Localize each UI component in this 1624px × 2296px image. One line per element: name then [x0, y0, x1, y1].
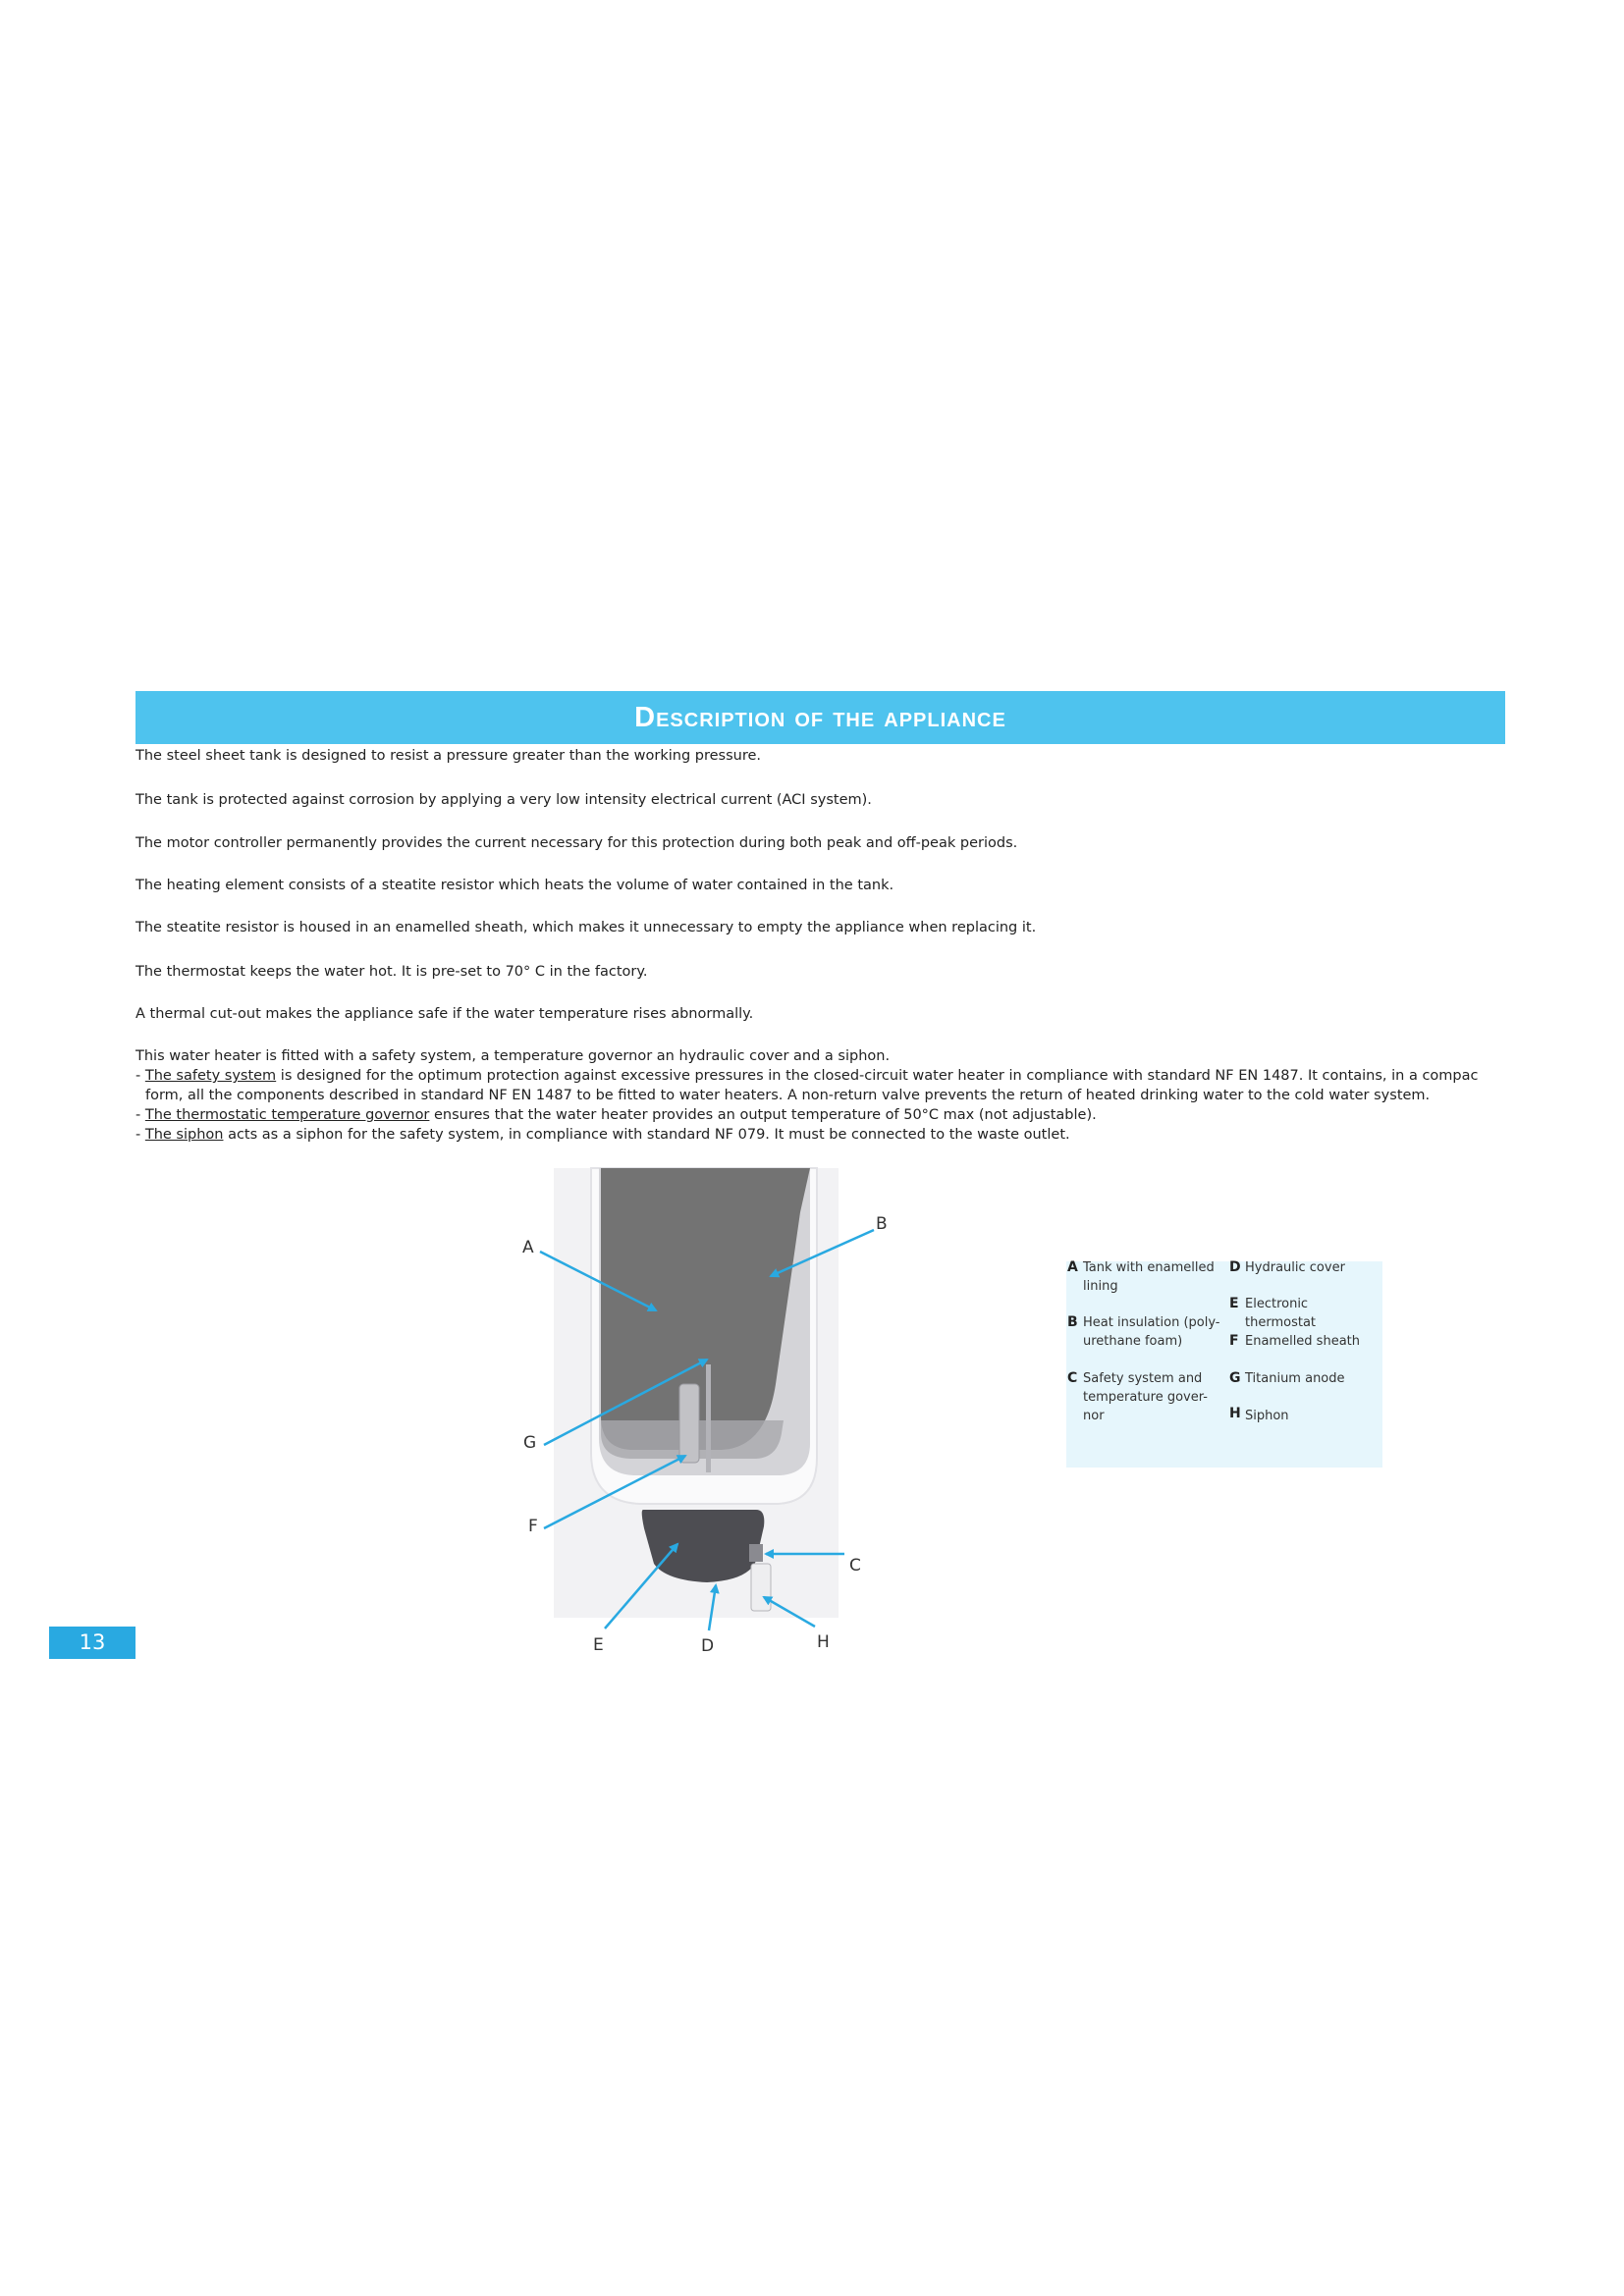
callout-label-b: B — [876, 1214, 888, 1234]
legend-letter-a: A — [1067, 1259, 1078, 1275]
paragraph-tank-pressure: The steel sheet tank is designed to resist a pressure greater than the working pressure. — [135, 748, 762, 764]
callout-label-e: E — [593, 1635, 604, 1655]
paragraph-fitted-with: This water heater is fitted with a safety system, a temperature governor an hydraulic cover and a siphon. — [135, 1048, 891, 1064]
term-temperature-governor: The thermostatic temperature governor — [144, 1107, 430, 1123]
legend-letter-d: D — [1229, 1259, 1241, 1275]
bullet-safety-system — [135, 1066, 1505, 1086]
legend-letter-g: G — [1229, 1370, 1241, 1386]
page-number-badge: 13 — [49, 1627, 135, 1659]
legend-text-e: Electronic thermostat — [1245, 1297, 1317, 1330]
term-safety-system: The safety system — [144, 1068, 277, 1084]
paragraph-thermal-cutout: A thermal cut-out makes the appliance safe if the water temperature rises abnormally. — [135, 1006, 754, 1022]
legend-letter-h: H — [1229, 1406, 1241, 1421]
bullet-dash: - — [135, 1127, 145, 1143]
callout-label-d: D — [701, 1636, 715, 1656]
legend-text-a: Tank with enamelled — [1083, 1260, 1215, 1275]
callout-label-g: G — [523, 1433, 537, 1453]
bullet-dash: - — [135, 1068, 145, 1084]
term-siphon: The siphon — [144, 1127, 224, 1143]
bullet-text: acts as a siphon for the safety system, in compliance with standard NF 079. It must be connected to the waste outlet. — [223, 1127, 1070, 1143]
safety-valve — [749, 1544, 763, 1562]
bullet-text: is designed for the optimum protection against excessive pressures in the closed-circuit water heater in compliance with standard NF EN 1487. It contains, in a compac — [276, 1068, 1479, 1084]
legend-text-b-cont: urethane foam) — [1083, 1334, 1183, 1349]
enamelled-sheath — [679, 1384, 699, 1463]
legend-text-d: Hydraulic cover — [1245, 1260, 1345, 1275]
paragraph-motor-controller: The motor controller permanently provides the current necessary for this protection during both peak and off-peak periods. — [135, 835, 1018, 851]
legend-text-b: Heat insulation (poly- — [1083, 1315, 1220, 1330]
legend-letter-f: F — [1229, 1333, 1239, 1349]
titanium-anode — [706, 1364, 711, 1472]
callout-label-f: F — [528, 1517, 538, 1536]
legend-letter-e: E — [1229, 1296, 1239, 1311]
section-title-banner: Description of the appliance — [135, 691, 1505, 744]
legend-letter-c: C — [1067, 1370, 1078, 1386]
bullet-temperature-governor — [135, 1105, 1505, 1125]
bullet-siphon — [135, 1125, 1505, 1145]
paragraph-corrosion: The tank is protected against corrosion by applying a very low intensity electrical current (ACI system). — [135, 792, 872, 808]
legend-text-c: Safety system and — [1083, 1371, 1203, 1386]
legend-text-g: Titanium anode — [1245, 1371, 1345, 1386]
legend-text-c-cont2: nor — [1083, 1409, 1105, 1423]
legend-letter-b: B — [1067, 1314, 1078, 1330]
bullet-safety-system-cont: form, all the components described in standard NF EN 1487 to be fitted to water heaters. A non-return valve prevents the return of heated drinking water to the cold water system. — [145, 1088, 1431, 1103]
bullet-text: ensures that the water heater provides an output temperature of 50°C max (not adjustable). — [429, 1107, 1097, 1123]
paragraph-heating-element: The heating element consists of a steatite resistor which heats the volume of water contained in the tank. — [135, 878, 894, 893]
water-heater-figure — [471, 1163, 962, 1664]
callout-label-a: A — [522, 1238, 534, 1257]
legend-text-f: Enamelled sheath — [1245, 1334, 1360, 1349]
callout-label-c: C — [849, 1556, 861, 1575]
water-heater-illustration — [471, 1163, 962, 1664]
legend-text-c-cont: temperature gover- — [1083, 1390, 1208, 1405]
paragraph-steatite-sheath: The steatite resistor is housed in an enamelled sheath, which makes it unnecessary to empty the appliance when replacing it. — [135, 920, 1037, 935]
parts-legend — [1066, 1261, 1382, 1468]
legend-text-a-cont: lining — [1083, 1279, 1118, 1294]
bullet-dash: - — [135, 1107, 145, 1123]
siphon — [751, 1564, 771, 1611]
callout-label-h: H — [817, 1632, 830, 1652]
paragraph-thermostat: The thermostat keeps the water hot. It is pre-set to 70° C in the factory. — [135, 964, 648, 980]
legend-text-h: Siphon — [1245, 1409, 1289, 1423]
